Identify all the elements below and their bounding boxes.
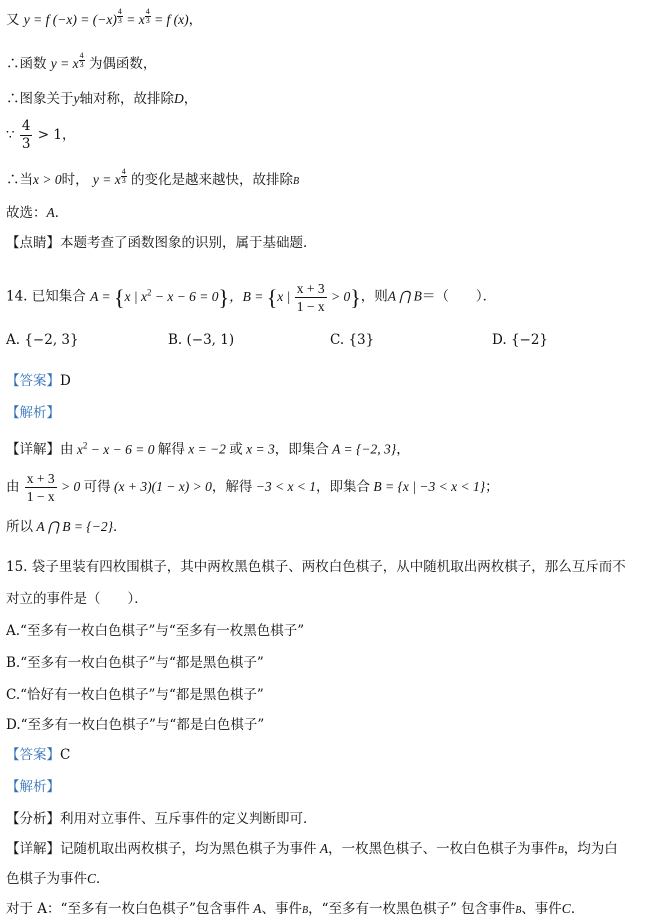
q15-detail-2: 色棋子为事件C． (6, 871, 110, 887)
q15-analysis-tag: 【解析】 (6, 779, 60, 795)
line-2: ∴函数 y = x $\frac{4}{3}$ 为偶函数， (6, 51, 157, 72)
q14-option-b[interactable]: B. (−3, 1) (168, 332, 235, 348)
q15-option-a[interactable]: A.“至多有一枚白色棋子”与“至多有一枚黑色棋子” (6, 623, 305, 639)
line-7: 【点睛】本题考查了函数图象的识别，属于基础题． (6, 235, 317, 251)
q14-option-a[interactable]: A. {−2, 3} (6, 332, 79, 348)
q15-option-b[interactable]: B.“至多有一枚白色棋子”与“都是黑色棋子” (6, 655, 264, 671)
q14-stem: 14. 已知集合 A = {x | $x^2 - x - 6 = 0$}，B = {x | $\frac{x + 3}{1 - x}$ > 0}，则A ⋂ B＝（ ）． (6, 281, 497, 314)
q15-detail-1: 【详解】记随机取出两枚棋子，均为黑色棋子为事件 A，一枚黑色棋子、一枚白色棋子为事件B，均为白 (6, 841, 618, 857)
q14-option-c[interactable]: C. {3} (330, 332, 375, 348)
q15-answer: 【答案】C (6, 747, 71, 763)
q15-fenxi: 【分析】利用对立事件、互斥事件的定义判断即可． (6, 811, 317, 827)
line-1: 又 y = f (−x) = (−x) $\frac{4}{3}$ = x $\frac{4}{3}$ = f (x)， (6, 7, 203, 28)
fraction-4-3: $\frac{4}{3}$ (21, 118, 31, 152)
q14-detail-1: 【详解】由 $x^2 - x - 6 = 0$ 解得 x = −2 或 x = 3，即集合 A = {−2, 3}， (6, 440, 410, 458)
line-4: ∵ $\frac{4}{3}$ > 1， (6, 118, 76, 152)
q15-stem-1: 15. 袋子里装有四枚围棋子，其中两枚黑色棋子、两枚白色棋子，从中随机取出两枚棋子，那么互斥而不 (6, 559, 626, 575)
q14-detail-2: 由 $\frac{x + 3}{1 - x}$ > 0 可得 (x + 3)(1 − x) > 0，解得 −3 < x < 1，即集合 B = {x | −3 < x < 1}； (6, 471, 499, 504)
line-6: 故选：A． (6, 205, 69, 221)
q15-option-d[interactable]: D.“至多有一枚白色棋子”与“都是白色棋子” (6, 717, 265, 733)
q14-detail-3: 所以 A ⋂ B = {−2}． (6, 519, 127, 535)
line-5: ∴当x > 0时， y = x $\frac{4}{3}$ 的变化是越来越快，故排除B (6, 167, 300, 188)
q14-option-d[interactable]: D. {−2} (492, 332, 549, 348)
line-3: ∴图象关于y轴对称，故排除D， (6, 91, 198, 107)
q14-answer: 【答案】D (6, 373, 71, 389)
q15-option-c[interactable]: C.“恰好有一枚白色棋子”与“都是黑色棋子” (6, 687, 264, 703)
q14-analysis-tag: 【解析】 (6, 405, 60, 421)
math-even-check: y = f (−x) = (−x) $\frac{4}{3}$ = x $\frac{4}{3}$ = f (x) (23, 7, 189, 27)
q15-stem-2: 对立的事件是（ ）． (6, 591, 148, 607)
q15-detail-3: 对于 A：“至多有一枚白色棋子”包含事件 A、事件B，“至多有一枚黑色棋子” 包含事件B、事件C． (6, 901, 585, 917)
math-y-eq: y = x $\frac{4}{3}$ (50, 51, 84, 71)
